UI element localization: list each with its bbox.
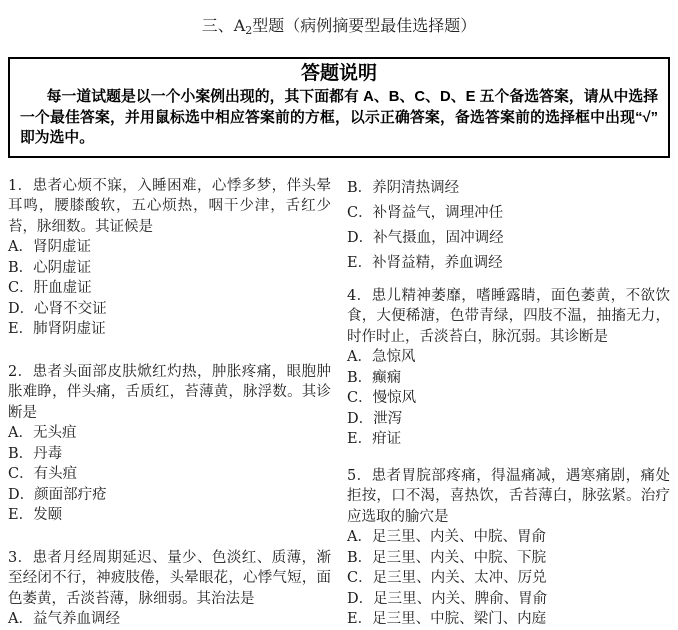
question-columns: [8, 176, 670, 630]
option-text: 益气养血调经: [32, 611, 120, 627]
option-label: E．: [8, 321, 34, 337]
question-2-option-c[interactable]: [8, 464, 331, 485]
option-text: 足三里、中脘、梁门、内庭: [372, 611, 547, 627]
option-text: 心肾不交证: [34, 300, 107, 317]
option-label: A．: [347, 349, 372, 365]
option-label: D．: [8, 300, 35, 317]
question-4-option-d[interactable]: [347, 409, 670, 430]
question-4-option-e[interactable]: [347, 429, 670, 450]
question-2-option-d[interactable]: [8, 485, 331, 506]
right-column: [347, 176, 670, 630]
question-1-option-a[interactable]: [8, 237, 331, 258]
section-title: [0, 0, 678, 42]
option-text: 丹毒: [33, 445, 63, 462]
option-label: D．: [8, 486, 35, 503]
option-text: 心阴虚证: [33, 259, 92, 276]
option-text: 肝血虚证: [33, 280, 92, 296]
option-label: E．: [347, 611, 373, 627]
answer-instructions-heading: 答题说明: [300, 63, 377, 84]
question-2: [8, 362, 331, 526]
option-label: E．: [347, 431, 373, 447]
option-text: 慢惊风: [372, 390, 417, 406]
question-2-option-e[interactable]: [8, 505, 331, 526]
option-text: 疳证: [372, 431, 402, 447]
option-text: 急惊风: [371, 349, 416, 365]
question-3-option-a[interactable]: [8, 609, 331, 630]
option-label: C．: [8, 280, 34, 296]
option-text: 足三里、内关、太冲、厉兑: [372, 570, 547, 586]
option-label: E．: [8, 507, 34, 523]
option-text: 癫痫: [372, 369, 402, 386]
question-5: [347, 466, 670, 630]
option-label: B．: [347, 369, 373, 386]
option-text: 有头疽: [33, 466, 78, 482]
option-text: 足三里、内关、中脘、胃俞: [371, 529, 546, 545]
question-1-option-e[interactable]: [8, 319, 331, 340]
question-1-stem: 1．患者心烦不寐，入睡困难，心悸多梦，伴头晕耳鸣，腰膝酸软，五心烦热，咽干少津，舌红少苔，脉细数。其证候是: [8, 177, 331, 235]
option-text: 补气摄血，固冲调经: [373, 229, 504, 246]
option-label: D．: [347, 229, 374, 246]
question-5-option-e[interactable]: [347, 609, 670, 630]
option-text: 足三里、内关、脾俞、胃俞: [373, 590, 548, 607]
question-5-option-c[interactable]: [347, 568, 670, 589]
option-label: A．: [8, 425, 33, 441]
left-column: [8, 176, 331, 630]
option-label: B．: [347, 179, 373, 196]
option-label: E．: [347, 254, 373, 271]
question-3-options-continued: [347, 176, 670, 276]
question-5-option-b[interactable]: [347, 548, 670, 569]
section-title-pre: 三、A: [201, 16, 246, 35]
question-3-option-d[interactable]: [347, 226, 670, 251]
question-3-option-b[interactable]: [347, 176, 670, 201]
question-1: [8, 176, 331, 340]
option-text: 补肾益气，调理冲任: [372, 204, 504, 221]
question-3-option-e[interactable]: [347, 251, 670, 276]
question-4-option-c[interactable]: [347, 388, 670, 409]
question-2-stem: 2．患者头面部皮肤焮红灼热，肿胀疼痛，眼胞肿胀难睁，伴头痛，舌质红，苔薄黄，脉浮数。其诊断是: [8, 363, 331, 421]
option-label: B．: [347, 549, 373, 566]
option-label: A．: [8, 239, 33, 255]
question-3: [8, 548, 331, 630]
question-3-option-c[interactable]: [347, 201, 670, 226]
answer-instructions-text: 每一道试题是以一个小案例出现的，其下面都有 A、B、C、D、E 五个备选答案，请从中选择一个最佳答案，并用鼠标选中相应答案前的方框，以示正确答案，备选答案前的选择框中出现“√”即为选中。: [20, 89, 658, 146]
question-5-option-a[interactable]: [347, 527, 670, 548]
option-text: 足三里、内关、中脘、下脘: [372, 549, 547, 566]
question-1-option-c[interactable]: [8, 278, 331, 299]
option-text: 颜面部疔疮: [34, 486, 107, 503]
option-text: 肾阴虚证: [32, 239, 91, 255]
question-4-stem: 4．患儿精神萎靡，嗜睡露睛，面色萎黄，不欲饮食，大便稀溏，色带青绿，四肢不温，抽搐无力，时作时止，舌淡苔白，脉沉弱。其诊断是: [347, 287, 670, 345]
question-2-option-b[interactable]: [8, 444, 331, 465]
question-1-option-b[interactable]: [8, 258, 331, 279]
question-4: [347, 286, 670, 450]
question-3-stem: 3．患者月经周期延迟、量少、色淡红、质薄，渐至经闭不行，神疲肢倦，头晕眼花，心悸气短，面色萎黄，舌淡苔薄，脉细弱。其治法是: [8, 549, 331, 607]
question-5-stem: 5．患者胃脘部疼痛，得温痛减，遇寒痛剧，痛处拒按，口不渴，喜热饮，舌苔薄白，脉弦紧。治疗应选取的腧穴是: [347, 467, 670, 525]
option-text: 发颐: [33, 507, 63, 523]
option-label: D．: [347, 590, 374, 607]
question-5-option-d[interactable]: [347, 589, 670, 610]
option-text: 肺肾阴虚证: [33, 321, 106, 337]
section-title-post: 型题（病例摘要型最佳选择题）: [252, 16, 477, 35]
option-label: C．: [347, 570, 373, 586]
option-label: A．: [8, 611, 33, 627]
option-label: C．: [347, 390, 373, 406]
option-text: 补肾益精，养血调经: [372, 254, 503, 271]
answer-instructions-box: [8, 57, 670, 158]
option-label: A．: [347, 529, 372, 545]
question-2-option-a[interactable]: [8, 423, 331, 444]
option-text: 无头疽: [32, 425, 77, 441]
section-title-subscript: 2: [245, 24, 253, 37]
option-label: D．: [347, 410, 374, 427]
question-1-option-d[interactable]: [8, 299, 331, 320]
option-text: 养阴清热调经: [372, 179, 460, 196]
option-label: B．: [8, 445, 34, 462]
option-label: C．: [8, 466, 34, 482]
question-4-option-a[interactable]: [347, 347, 670, 368]
option-label: B．: [8, 259, 34, 276]
option-label: C．: [347, 204, 373, 221]
question-4-option-b[interactable]: [347, 368, 670, 389]
option-text: 泄泻: [373, 410, 403, 427]
